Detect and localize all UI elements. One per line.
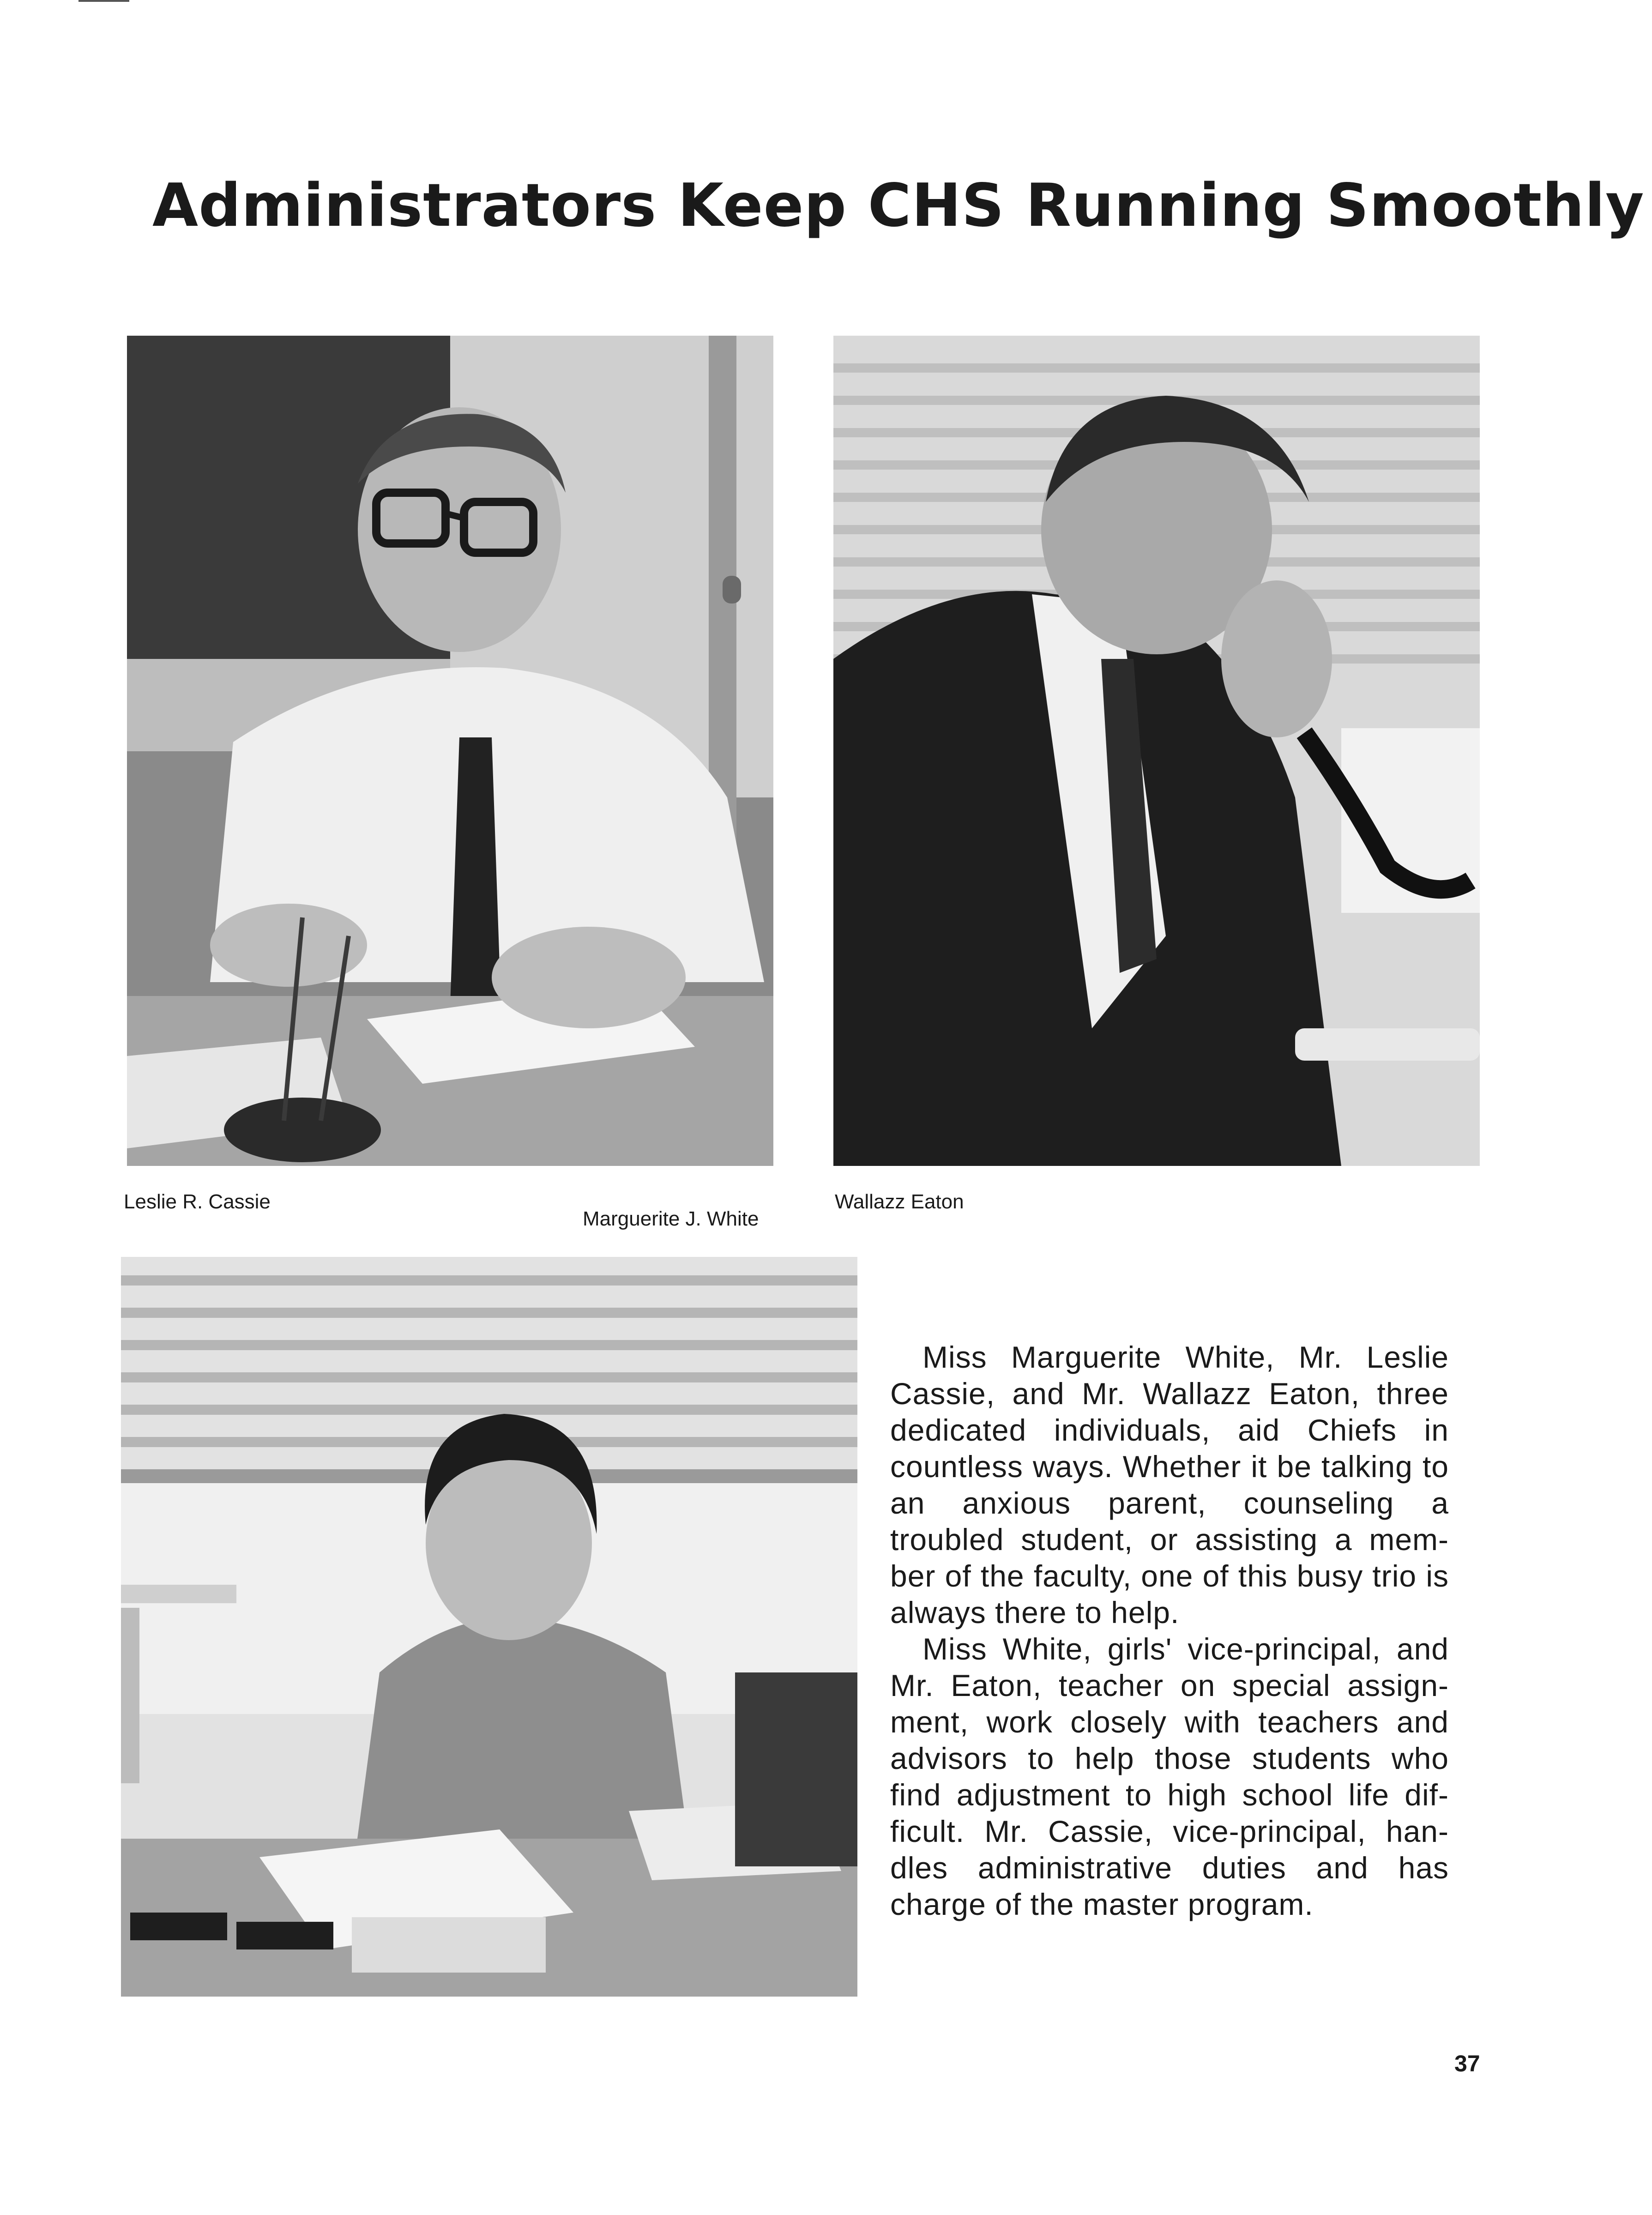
caption-wallazz-eaton: Wallazz Eaton <box>835 1190 964 1213</box>
caption-marguerite-white: Marguerite J. White <box>583 1207 759 1230</box>
page-title: Administrators Keep CHS Running Smoothly <box>152 171 1645 240</box>
photo-marguerite-white-illustration <box>121 1257 857 1997</box>
article-body <box>890 1339 1449 1923</box>
photo-wallazz-eaton <box>833 336 1480 1166</box>
photo-leslie-cassie <box>127 336 773 1166</box>
caption-leslie-cassie: Leslie R. Cassie <box>124 1190 271 1213</box>
photo-marguerite-white <box>121 1257 857 1997</box>
article-paragraph: Miss Marguerite White, Mr. Leslie Cassie, and Mr. Wallazz Eaton, three dedicated individuals, aid Chiefs in countless ways. Whether it be talking to an anxious parent, counseling a troubled student, or assisting a mem-ber of the faculty, one of this busy trio is always there to help. <box>890 1340 1449 1630</box>
article-paragraph: Miss White, girls' vice-principal, and Mr. Eaton, teacher on special assign-ment, work closely with teachers and advisors to help those students who find adjustment to high school life dif-ficult. Mr. Cassie, vice-principal, han-dles administrative duties and has charge of the master program. <box>890 1632 1449 1921</box>
photo-leslie-cassie-illustration <box>127 336 773 1166</box>
photo-wallazz-eaton-illustration <box>833 336 1480 1166</box>
page-number: 37 <box>1454 2051 1480 2076</box>
corner-mark <box>78 0 129 2</box>
